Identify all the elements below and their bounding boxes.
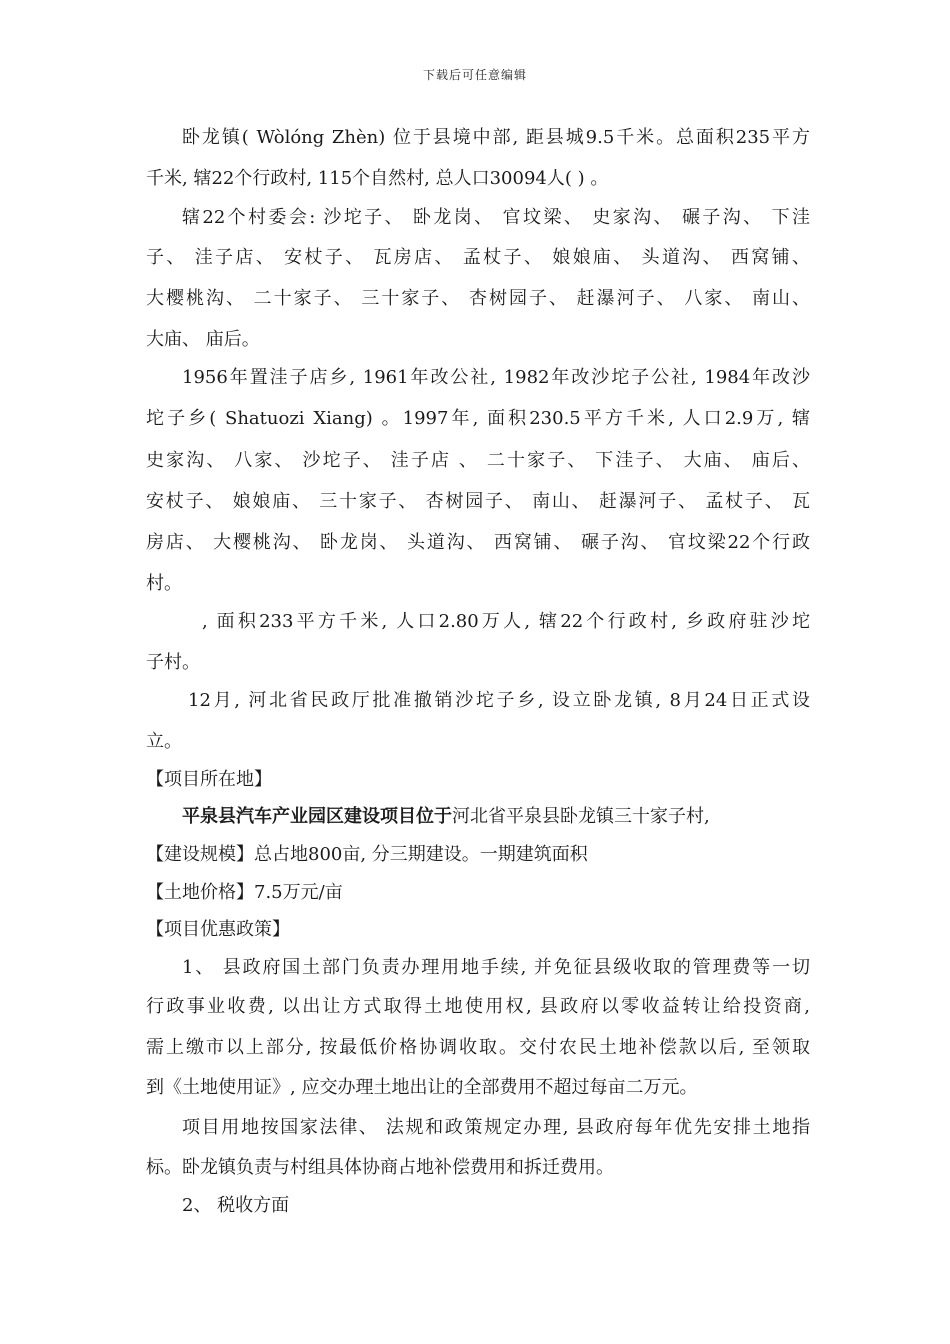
paragraph-4-line-1: , 面积233平方千米, 人口2.80万人, 辖22个行政村, 乡政府驻沙坨 bbox=[202, 611, 810, 632]
paragraph-1-line-1: 卧龙镇( Wòlóng Zhèn) 位于县境中部, 距县城9.5千米。总面积235平方 bbox=[182, 127, 810, 148]
paragraph-3-line-6: 村。 bbox=[146, 573, 182, 594]
paragraph-5-line-2: 立。 bbox=[146, 731, 182, 752]
paragraph-3-line-3: 史家沟、 八家、 沙坨子、 洼子店 、 二十家子、 下洼子、 大庙、 庙后、 bbox=[146, 450, 810, 471]
paragraph-2-line-2: 子、 洼子店、 安杖子、 瓦房店、 孟杖子、 娘娘庙、 头道沟、 西窝铺、 bbox=[146, 247, 810, 268]
policy-1b-line-2: 标。卧龙镇负责与村组具体协商占地补偿费用和拆迁费用。 bbox=[146, 1157, 614, 1178]
paragraph-2-line-1: 辖22个村委会: 沙坨子、 卧龙岗、 官坟梁、 史家沟、 碾子沟、 下洼 bbox=[182, 207, 810, 228]
section-policy-heading: 【项目优惠政策】 bbox=[146, 919, 290, 940]
paragraph-2-line-4: 大庙、 庙后。 bbox=[146, 329, 260, 350]
price-line bbox=[146, 882, 810, 904]
location-rest: 河北省平泉县卧龙镇三十家子村, bbox=[452, 806, 710, 827]
paragraph-4-line-2: 子村。 bbox=[146, 652, 200, 673]
paragraph-5-line-1: 12月, 河北省民政厅批准撤销沙坨子乡, 设立卧龙镇, 8月24日正式设 bbox=[188, 690, 810, 711]
scale-line bbox=[146, 844, 810, 866]
location-text bbox=[146, 806, 810, 828]
paragraph-2-line-3: 大樱桃沟、 二十家子、 三十家子、 杏树园子、 赶瀑河子、 八家、 南山、 bbox=[146, 288, 810, 309]
price-text: 7.5万元/亩 bbox=[254, 882, 343, 903]
paragraph-3-line-4: 安杖子、 娘娘庙、 三十家子、 杏树园子、 南山、 赶瀑河子、 孟杖子、 瓦 bbox=[146, 491, 810, 512]
paragraph-1-line-2: 千米, 辖22个行政村, 115个自然村, 总人口30094人( ) 。 bbox=[146, 168, 609, 189]
policy-1-line-2: 行政事业收费, 以出让方式取得土地使用权, 县政府以零收益转让给投资商, bbox=[146, 996, 810, 1017]
section-location-heading: 【项目所在地】 bbox=[146, 769, 272, 790]
policy-1b-line-1: 项目用地按国家法律、 法规和政策规定办理, 县政府每年优先安排土地指 bbox=[182, 1117, 810, 1138]
policy-2-heading: 2、 税收方面 bbox=[182, 1195, 290, 1216]
paragraph-3-line-1: 1956年置洼子店乡, 1961年改公社, 1982年改沙坨子公社, 1984年改沙 bbox=[182, 367, 810, 388]
paragraph-3-line-5: 房店、 大樱桃沟、 卧龙岗、 头道沟、 西窝铺、 碾子沟、 官坟梁22个行政 bbox=[146, 532, 810, 553]
scale-label: 【建设规模】 bbox=[146, 844, 254, 865]
policy-1-line-1: 1、 县政府国土部门负责办理用地手续, 并免征县级收取的管理费等一切 bbox=[182, 957, 810, 978]
scale-text: 总占地800亩, 分三期建设。一期建筑面积 bbox=[254, 844, 588, 865]
price-label: 【土地价格】 bbox=[146, 882, 254, 903]
location-bold-lead: 平泉县汽车产业园区建设项目位于 bbox=[182, 806, 452, 827]
paragraph-3-line-2: 坨子乡( Shatuozi Xiang) 。1997年, 面积230.5平方千米, 人口2.9万, 辖 bbox=[146, 408, 810, 429]
policy-1-line-4: 到《土地使用证》, 应交办理土地出让的全部费用不超过每亩二万元。 bbox=[146, 1077, 698, 1098]
policy-1-line-3: 需上缴市以上部分, 按最低价格协调收取。交付农民土地补偿款以后, 至领取 bbox=[146, 1037, 810, 1058]
page-header: 下载后可任意编辑 bbox=[422, 68, 527, 82]
